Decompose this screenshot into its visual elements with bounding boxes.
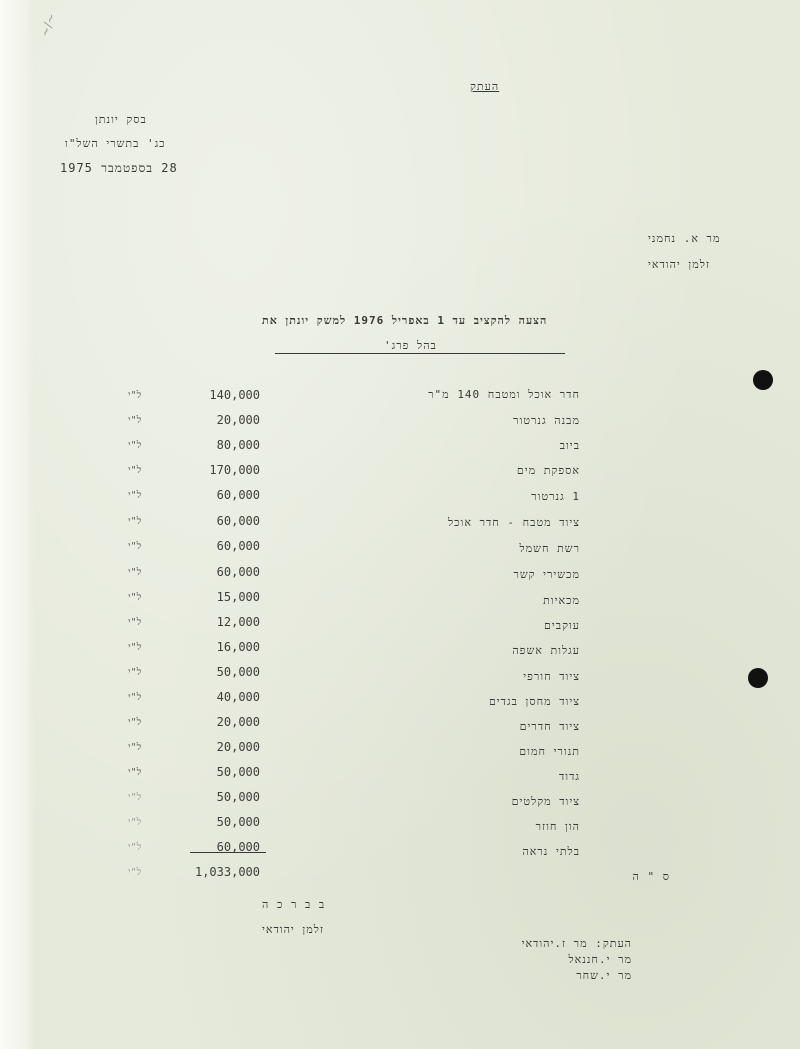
punch-hole <box>753 370 773 390</box>
letter-date: 28 בספטמבר 1975 <box>60 161 178 175</box>
item-currency: ל"י <box>128 692 142 703</box>
item-amount: 60,000 <box>216 539 260 553</box>
item-currency: ל"י <box>128 742 142 753</box>
item-currency: ל"י <box>128 642 142 653</box>
item-label: מכאיות <box>543 594 580 607</box>
item-label: ציוד מטבח - חדר אוכל <box>448 516 580 529</box>
item-label: גדוד <box>558 770 580 783</box>
paper-edge <box>0 0 34 1049</box>
cc-line-2: מר י.חננאל <box>568 953 632 966</box>
item-label: תנורי חמום <box>519 745 580 758</box>
recipient-line-2: זלמן יהודאי <box>648 258 710 271</box>
item-amount: 60,000 <box>216 565 260 579</box>
item-label: רשת חשמל <box>519 542 580 555</box>
copy-label: העתק <box>470 80 500 93</box>
item-label: עגלות אשפה <box>512 644 580 657</box>
closing-greeting: ב ב ר כ ה <box>262 898 326 911</box>
item-amount: 16,000 <box>216 640 260 654</box>
item-amount: 20,000 <box>216 715 260 729</box>
item-amount: 50,000 <box>216 790 260 804</box>
item-currency: ל"י <box>128 567 142 578</box>
item-currency: ל"י <box>128 617 142 628</box>
subject-line-1: הצעה להקציב עד 1 באפריל 1976 למשק יונתן את <box>262 314 548 327</box>
item-currency: ל"י <box>128 792 142 803</box>
margin-mark: ~/~ <box>37 11 59 39</box>
sum-rule <box>190 852 266 853</box>
item-amount: 12,000 <box>216 615 260 629</box>
item-currency: ל"י <box>128 592 142 603</box>
item-amount: 50,000 <box>216 765 260 779</box>
item-currency: ל"י <box>128 717 142 728</box>
item-label: בלתי נראה <box>522 845 580 858</box>
total-label: ס " ה <box>632 870 670 883</box>
item-currency: ל"י <box>128 817 142 828</box>
item-label: ציוד מחסן בגדים <box>488 695 580 708</box>
item-currency: ל"י <box>128 415 142 426</box>
item-label: ציוד מקלטים <box>511 795 580 808</box>
item-currency: ל"י <box>128 516 142 527</box>
item-amount: 60,000 <box>216 488 260 502</box>
item-amount: 40,000 <box>216 690 260 704</box>
subject-underline <box>275 353 565 354</box>
item-currency: ל"י <box>128 842 142 853</box>
hebrew-date: כג' בתשרי השל"ו <box>65 137 166 150</box>
item-label: 1 גנרטור <box>531 490 580 503</box>
item-label: אספקת מים <box>516 464 580 477</box>
total-currency: ל"י <box>128 867 142 878</box>
item-amount: 50,000 <box>216 815 260 829</box>
item-currency: ל"י <box>128 541 142 552</box>
item-amount: 60,000 <box>216 840 260 854</box>
sender-name: בסק יונתן <box>95 113 147 126</box>
item-amount: 170,000 <box>209 463 260 477</box>
item-label: ציוד חורפי <box>523 670 580 683</box>
cc-line-3: מר י.שחר <box>576 969 632 982</box>
closing-signature: זלמן יהודאי <box>262 923 324 936</box>
recipient-line-1: מר א. נחמני <box>648 232 721 245</box>
item-currency: ל"י <box>128 667 142 678</box>
item-label: חדר אוכל ומטבח 140 מ"ר <box>428 388 580 401</box>
item-label: עוקבים <box>544 619 580 632</box>
item-amount: 15,000 <box>216 590 260 604</box>
item-currency: ל"י <box>128 490 142 501</box>
item-amount: 20,000 <box>216 413 260 427</box>
item-amount: 50,000 <box>216 665 260 679</box>
subject-line-2: בהל פרג' <box>384 339 437 352</box>
item-amount: 140,000 <box>209 388 260 402</box>
item-label: מכשירי קשר <box>513 568 580 581</box>
item-amount: 20,000 <box>216 740 260 754</box>
item-label: מבנה גנרטור <box>513 414 580 427</box>
item-label: הון חוזר <box>535 820 580 833</box>
item-label: ציוד חדרים <box>519 720 580 733</box>
item-label: ביוב <box>559 439 580 452</box>
cc-line-1: העתק: מר ז.יהודאי <box>521 937 632 950</box>
item-currency: ל"י <box>128 767 142 778</box>
total-amount: 1,033,000 <box>194 865 260 879</box>
item-amount: 60,000 <box>216 514 260 528</box>
punch-hole <box>748 668 768 688</box>
item-currency: ל"י <box>128 440 142 451</box>
item-currency: ל"י <box>128 390 142 401</box>
item-currency: ל"י <box>128 465 142 476</box>
item-amount: 80,000 <box>216 438 260 452</box>
